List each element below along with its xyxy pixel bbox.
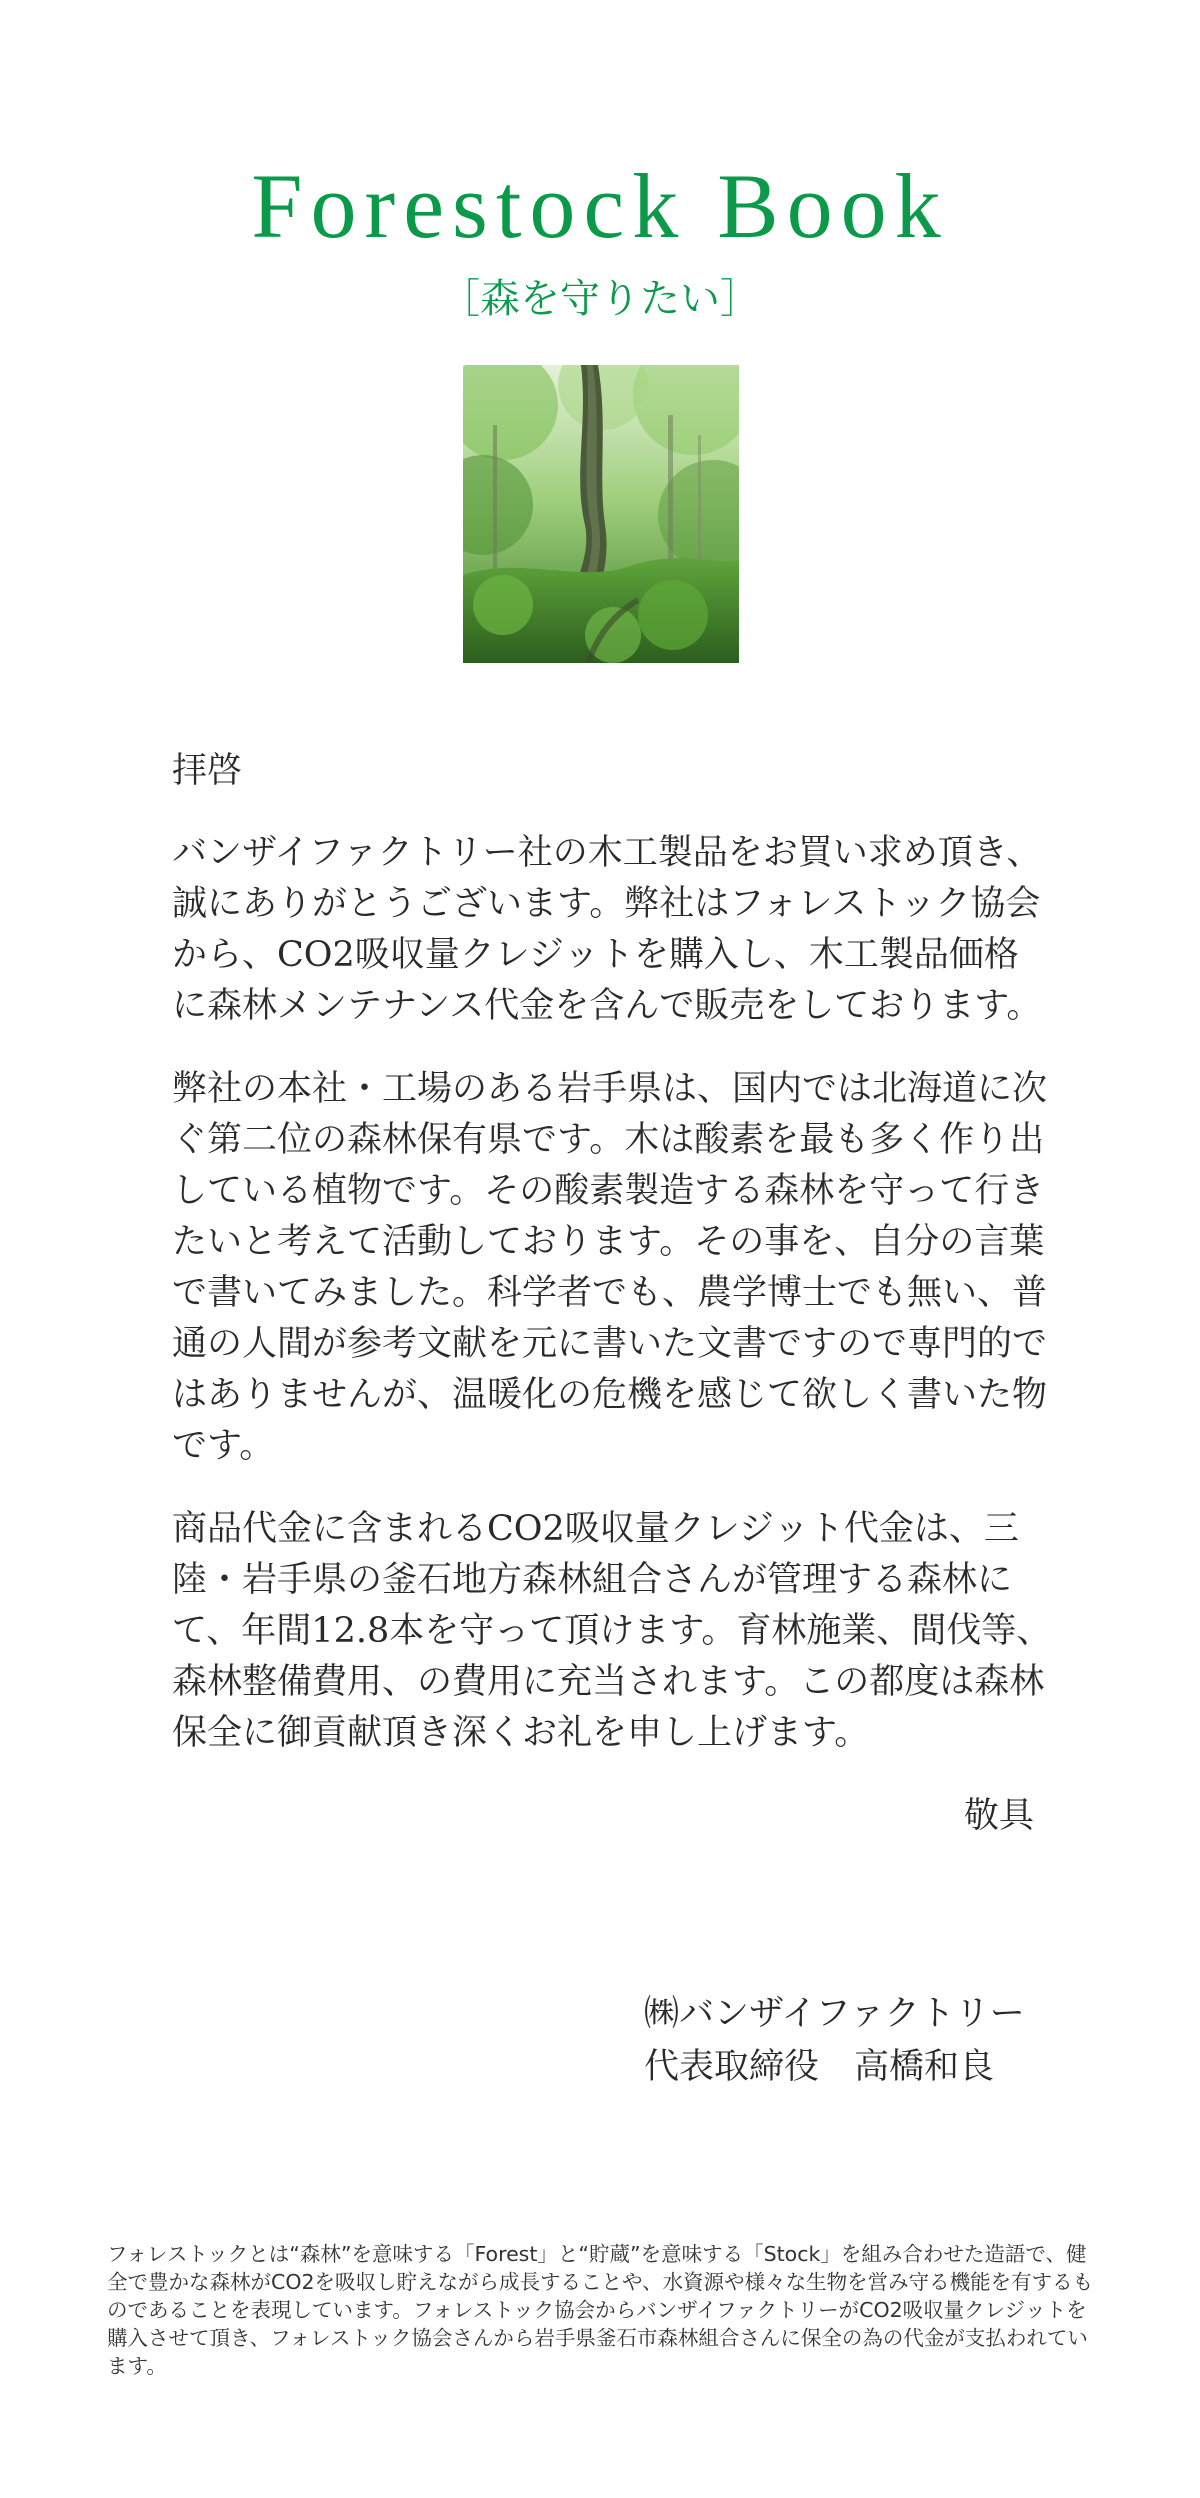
sender-signature: [644, 1988, 1064, 2094]
letter-paragraph-1: バンザイファクトリー社の木工製品をお買い求め頂き、誠にありがとうございます。弊社はフォレストック協会から、CO2吸収量クレジットを購入し、木工製品価格に森林メンテナンス代金を含んで販売をしております。: [172, 833, 1042, 1026]
footnote: フォレストックとは“森林”を意味する「Forest」と“貯蔵”を意味する「Stock」を組み合わせた造語で、健全で豊かな森林がCO2を吸収し貯えながら成長することや、水資源や様々な生物を営み守る機能を有するものであることを表現しています。フォレストック協会からバンザイファクトリーがCO2吸収量クレジットを購入させて頂き、フォレストック協会さんから岩手県釜石市森林組合さんに保全の為の代金が支払われています。: [107, 2242, 1094, 2378]
letter-paragraph-3: 商品代金に含まれるCO2吸収量クレジット代金は、三陸・岩手県の釜石地方森林組合さんが管理する森林にて、年間12.8本を守って頂けます。育林施業、間伐等、森林整備費用、の費用に充当されます。この都度は森林保全に御貢献頂き深くお礼を申し上げます。: [172, 1509, 1052, 1753]
book-title: Forestock Book: [251, 155, 949, 257]
letter-body: [172, 746, 1052, 1842]
representative-name: 代表取締役 高橋和良: [644, 2047, 995, 2087]
forest-photo: [463, 365, 739, 663]
book-subtitle: ［森を守りたい］: [440, 276, 760, 322]
greeting: 拝啓: [172, 751, 243, 791]
company-name: ㈱バンザイファクトリー: [644, 1994, 1025, 2034]
letter-paragraph-2: 弊社の本社・工場のある岩手県は、国内では北海道に次ぐ第二位の森林保有県です。木は酸素を最も多く作り出している植物です。その酸素製造する森林を守って行きたいと考えて活動しております。その事を、自分の言葉で書いてみました。科学者でも、農学博士でも無い、普通の人間が参考文献を元に書いた文書ですので専門的ではありませんが、温暖化の危機を感じて欲しく書いた物です。: [172, 1069, 1048, 1466]
closing: 敬具: [963, 1796, 1034, 1836]
